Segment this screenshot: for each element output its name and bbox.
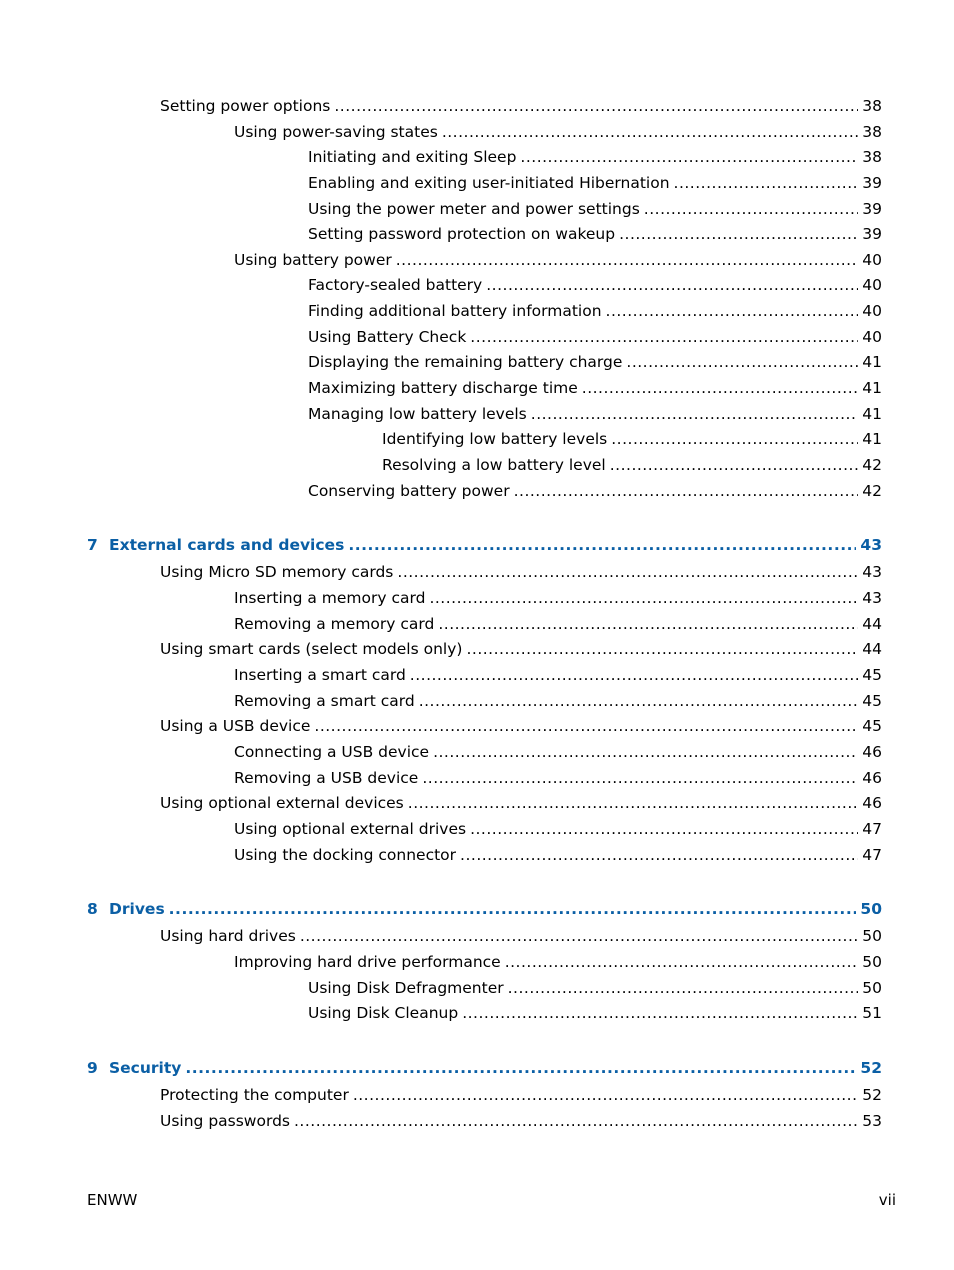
dot-leader (470, 327, 858, 347)
dot-leader (531, 404, 859, 424)
chapter-number: 9 (87, 1059, 98, 1077)
toc-entry-title (87, 899, 169, 919)
toc-page-number: 42 (862, 482, 882, 500)
toc-page-number: 43 (862, 589, 882, 607)
toc-page-number: 43 (860, 536, 882, 554)
dot-leader (466, 639, 858, 659)
toc-entry-title (308, 404, 531, 424)
dot-leader (619, 224, 858, 244)
dot-leader (408, 793, 859, 813)
entry-title-text: Conserving battery power (308, 482, 510, 500)
entry-title-text: Using passwords (160, 1112, 290, 1130)
toc-entry-title (308, 199, 644, 219)
dot-leader (433, 742, 858, 762)
toc-page-number: 41 (862, 405, 882, 423)
entry-title-text: Displaying the remaining battery charge (308, 353, 623, 371)
toc-entry[interactable] (234, 691, 882, 711)
entry-title-text: Setting password protection on wakeup (308, 225, 616, 243)
dot-leader (442, 122, 858, 142)
toc-entry-title (234, 250, 396, 270)
toc-entry[interactable] (382, 429, 882, 449)
toc-entry[interactable] (234, 952, 882, 972)
entry-title-text: Using battery power (234, 251, 392, 269)
entry-title-text: External cards and devices (109, 536, 345, 554)
toc-entry-title (160, 716, 314, 736)
toc-page-number: 45 (862, 717, 882, 735)
toc-entry[interactable] (234, 588, 882, 608)
dot-leader (582, 378, 858, 398)
toc-entry-title (160, 793, 408, 813)
toc-entry-title (87, 1058, 185, 1078)
toc-entry[interactable] (308, 978, 882, 998)
toc-entry-title (160, 1111, 294, 1131)
toc-page-number: 38 (862, 148, 882, 166)
toc-entry-title (160, 926, 300, 946)
toc-page-number: 42 (862, 456, 882, 474)
toc-entry[interactable] (160, 926, 882, 946)
dot-leader (294, 1111, 858, 1131)
toc-entry-title (308, 1003, 462, 1023)
toc-entry[interactable] (234, 614, 882, 634)
footer-page-number: vii (878, 1191, 896, 1209)
dot-leader (514, 481, 859, 501)
toc-entry-title (160, 562, 397, 582)
dot-leader (314, 716, 858, 736)
toc-entry[interactable] (234, 665, 882, 685)
toc-page-number: 39 (862, 200, 882, 218)
toc-page-number: 47 (862, 846, 882, 864)
toc-entry[interactable] (308, 1003, 882, 1023)
entry-title-text: Drives (109, 900, 165, 918)
toc-entry[interactable] (160, 562, 882, 582)
toc-entry-title (308, 173, 674, 193)
dot-leader (438, 614, 858, 634)
toc-entry[interactable] (160, 1111, 882, 1131)
dot-leader (505, 952, 859, 972)
entry-title-text: Using optional external drives (234, 820, 467, 838)
dot-leader (169, 899, 857, 919)
dot-leader (300, 926, 858, 946)
toc-entry[interactable] (160, 96, 882, 116)
dot-leader (353, 1085, 858, 1105)
toc-entry-title (234, 588, 429, 608)
toc-entry[interactable] (308, 173, 882, 193)
toc-page-number: 40 (862, 328, 882, 346)
entry-title-text: Removing a memory card (234, 615, 435, 633)
toc-page-number: 39 (862, 174, 882, 192)
dot-leader (462, 1003, 858, 1023)
toc-entry[interactable] (160, 716, 882, 736)
toc-page-number: 41 (862, 430, 882, 448)
toc-entry[interactable] (160, 639, 882, 659)
entry-title-text: Removing a smart card (234, 692, 415, 710)
toc-entry[interactable] (308, 481, 882, 501)
toc-page-number: 45 (862, 692, 882, 710)
toc-page-number: 51 (862, 1004, 882, 1022)
toc-entry-title (308, 978, 508, 998)
entry-title-text: Protecting the computer (160, 1086, 349, 1104)
dot-leader (460, 845, 858, 865)
toc-entry[interactable] (160, 1085, 882, 1105)
toc-page-number: 50 (862, 979, 882, 997)
toc-entry[interactable] (382, 455, 882, 475)
toc-page-number: 38 (862, 123, 882, 141)
dot-leader (397, 562, 858, 582)
toc-page-number: 52 (860, 1059, 882, 1077)
toc-page-number: 50 (862, 953, 882, 971)
dot-leader (348, 535, 856, 555)
entry-title-text: Inserting a memory card (234, 589, 426, 607)
toc-page-number: 43 (862, 563, 882, 581)
toc-page-number: 41 (862, 353, 882, 371)
toc-entry-title (308, 327, 470, 347)
toc-entry-title (308, 378, 582, 398)
toc-page-number: 50 (862, 927, 882, 945)
toc-page-number: 39 (862, 225, 882, 243)
dot-leader (429, 588, 858, 608)
toc-entry-title (234, 691, 419, 711)
toc-page-number: 38 (862, 97, 882, 115)
toc-entry[interactable] (234, 819, 882, 839)
toc-entry-title (234, 742, 433, 762)
toc-entry[interactable] (234, 768, 882, 788)
toc-page-number: 44 (862, 640, 882, 658)
chapter-number: 8 (87, 900, 98, 918)
entry-title-text: Using power-saving states (234, 123, 438, 141)
toc-page-number: 40 (862, 276, 882, 294)
dot-leader (674, 173, 859, 193)
dot-leader (610, 455, 859, 475)
toc-entry-title (308, 301, 606, 321)
dot-leader (626, 352, 858, 372)
entry-title-text: Using a USB device (160, 717, 311, 735)
footer-left-label: ENWW (87, 1191, 138, 1209)
toc-entry-title (234, 665, 410, 685)
dot-leader (410, 665, 858, 685)
entry-title-text: Inserting a smart card (234, 666, 406, 684)
entry-title-text: Using the docking connector (234, 846, 457, 864)
entry-title-text: Improving hard drive performance (234, 953, 501, 971)
toc-entry[interactable] (308, 275, 882, 295)
dot-leader (508, 978, 859, 998)
toc-entry-title (160, 96, 334, 116)
toc-page-number: 44 (862, 615, 882, 633)
toc-entry-title (382, 429, 611, 449)
toc-entry[interactable] (234, 122, 882, 142)
toc-entry[interactable] (308, 224, 882, 244)
entry-title-text: Setting power options (160, 97, 331, 115)
toc-page-number: 50 (860, 900, 882, 918)
toc-entry-title (308, 224, 619, 244)
toc-entry-title (382, 455, 610, 475)
entry-title-text: Using Battery Check (308, 328, 467, 346)
dot-leader (611, 429, 858, 449)
toc-entry[interactable] (160, 793, 882, 813)
toc-page-number: 46 (862, 769, 882, 787)
entry-title-text: Maximizing battery discharge time (308, 379, 578, 397)
chapter-number: 7 (87, 536, 98, 554)
toc-entry[interactable] (308, 199, 882, 219)
toc-entry[interactable] (308, 404, 882, 424)
toc-entry[interactable] (308, 352, 882, 372)
dot-leader (606, 301, 859, 321)
dot-leader (185, 1058, 856, 1078)
toc-entry[interactable] (234, 742, 882, 762)
entry-title-text: Managing low battery levels (308, 405, 527, 423)
entry-title-text: Resolving a low battery level (382, 456, 606, 474)
toc-entry-title (160, 1085, 353, 1105)
entry-title-text: Security (109, 1059, 182, 1077)
toc-entry-title (234, 819, 470, 839)
toc-entry-title (87, 535, 348, 555)
entry-title-text: Using Disk Cleanup (308, 1004, 459, 1022)
toc-entry[interactable] (234, 845, 882, 865)
entry-title-text: Using Disk Defragmenter (308, 979, 504, 997)
toc-entry-title (308, 481, 514, 501)
toc-page-number: 41 (862, 379, 882, 397)
toc-chapter-entry[interactable] (87, 899, 882, 919)
toc-entry-title (234, 845, 460, 865)
toc-chapter-entry[interactable] (87, 535, 882, 555)
entry-title-text: Initiating and exiting Sleep (308, 148, 517, 166)
toc-entry-title (234, 122, 442, 142)
toc-page-number: 40 (862, 302, 882, 320)
toc-entry-title (160, 639, 466, 659)
entry-title-text: Enabling and exiting user-initiated Hibernation (308, 174, 670, 192)
toc-entry[interactable] (308, 378, 882, 398)
entry-title-text: Finding additional battery information (308, 302, 602, 320)
entry-title-text: Connecting a USB device (234, 743, 430, 761)
toc-entry-title (308, 275, 486, 295)
toc-entry-title (234, 614, 438, 634)
toc-chapter-entry[interactable] (87, 1058, 882, 1078)
toc-entry[interactable] (234, 250, 882, 270)
dot-leader (644, 199, 858, 219)
toc-page-number: 47 (862, 820, 882, 838)
toc-page-number: 40 (862, 251, 882, 269)
entry-title-text: Using hard drives (160, 927, 296, 945)
toc-entry[interactable] (308, 301, 882, 321)
toc-entry-title (308, 352, 626, 372)
dot-leader (486, 275, 858, 295)
entry-title-text: Using smart cards (select models only) (160, 640, 463, 658)
dot-leader (396, 250, 859, 270)
dot-leader (520, 147, 858, 167)
entry-title-text: Using optional external devices (160, 794, 404, 812)
toc-entry[interactable] (308, 147, 882, 167)
toc-entry[interactable] (308, 327, 882, 347)
toc-page-number: 52 (862, 1086, 882, 1104)
dot-leader (470, 819, 858, 839)
toc-entry-title (234, 768, 422, 788)
dot-leader (334, 96, 858, 116)
toc-page-number: 53 (862, 1112, 882, 1130)
dot-leader (422, 768, 858, 788)
entry-title-text: Removing a USB device (234, 769, 419, 787)
toc-page-number: 45 (862, 666, 882, 684)
toc-entry-title (234, 952, 505, 972)
entry-title-text: Using Micro SD memory cards (160, 563, 394, 581)
dot-leader (419, 691, 859, 711)
toc-entry-title (308, 147, 520, 167)
entry-title-text: Identifying low battery levels (382, 430, 608, 448)
entry-title-text: Factory-sealed battery (308, 276, 483, 294)
toc-page-number: 46 (862, 794, 882, 812)
toc-page-number: 46 (862, 743, 882, 761)
entry-title-text: Using the power meter and power settings (308, 200, 640, 218)
